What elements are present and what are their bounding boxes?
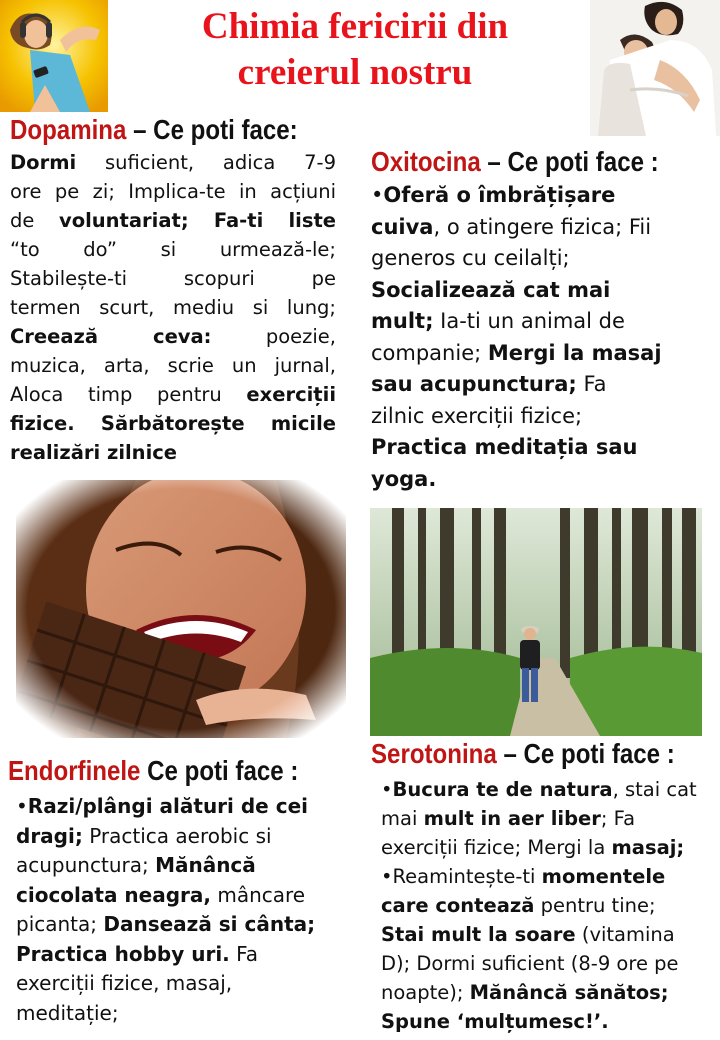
- text-run: Aloca timp pentru: [10, 383, 247, 406]
- text-run: voluntariat; Fa-ti liste: [59, 209, 336, 232]
- serotonina-name: Serotonina: [371, 738, 497, 769]
- text-run: , stai cat: [612, 778, 697, 801]
- text-run: suficient, adica 7-9: [76, 151, 336, 174]
- text-run: Fa: [229, 941, 259, 966]
- page-title: [170, 4, 540, 96]
- text-run: Socializează cat mai: [371, 277, 611, 302]
- dopamina-suffix: – Ce poti face:: [126, 114, 298, 145]
- text-run: zilnic exerciții fizice;: [371, 403, 583, 428]
- text-run: yoga.: [371, 466, 437, 491]
- oxitocina-text: [371, 180, 711, 495]
- text-run: Stabilește-ti scopuri pe: [10, 267, 336, 290]
- text-run: masaj;: [611, 836, 685, 859]
- oxitocina-name: Oxitocina: [371, 146, 481, 177]
- text-run: , o atingere fizica; Fii: [433, 214, 652, 239]
- text-run: exerciții fizice, masaj,: [16, 971, 233, 995]
- text-run: Razi/plângi alături de cei: [27, 794, 308, 818]
- text-run: mult in aer liber: [423, 807, 601, 830]
- text-run: Mănâncă sănătos;: [469, 981, 669, 1004]
- text-run: momentele: [541, 865, 666, 888]
- text-run: care contează: [381, 894, 535, 917]
- text-run: Oferă o îmbrățișare: [383, 183, 616, 207]
- text-run: Bucura te de natura: [392, 778, 613, 801]
- text-run: acupunctura;: [16, 853, 156, 877]
- text-run: Stai mult la soare: [381, 923, 576, 946]
- text-run: Creează ceva:: [10, 325, 212, 348]
- text-run: de: [10, 209, 59, 232]
- text-run: Practica aerobic si: [82, 823, 272, 848]
- person-walking-in-forest-photo: [370, 508, 702, 736]
- text-run: meditație;: [16, 1000, 119, 1025]
- text-run: dragi;: [16, 823, 83, 848]
- endorfinele-text: [16, 792, 346, 1028]
- text-run: D); Dormi suficient (8-9 ore pe: [381, 952, 679, 975]
- title-line-1: Chimia fericirii din: [201, 6, 509, 47]
- text-run: “to do” si urmează-le;: [10, 238, 336, 261]
- text-run: Fa: [576, 372, 607, 396]
- text-run: mâncare: [211, 882, 306, 907]
- text-run: mult;: [371, 309, 434, 333]
- text-run: Dormi: [10, 151, 77, 174]
- text-run: Practica meditația sau: [371, 435, 638, 459]
- text-run: Spune ‘mulțumesc!’.: [381, 1010, 609, 1033]
- text-run: Mergi la masaj: [487, 340, 662, 365]
- text-run: termen scurt, mediu si lung;: [10, 296, 336, 319]
- text-run: muzica, arta, scrie un jurnal,: [10, 354, 336, 377]
- serotonina-heading: [371, 737, 675, 771]
- text-run: generos cu ceilalți;: [371, 246, 570, 270]
- serotonina-suffix: – Ce poti face :: [496, 738, 675, 769]
- text-run: Dansează si cânta;: [103, 912, 316, 936]
- couple-hugging-photo: [590, 0, 720, 136]
- text-run: •: [381, 778, 393, 801]
- text-run: ; Fa: [600, 807, 636, 830]
- woman-eating-chocolate-photo: [16, 480, 346, 738]
- text-run: noapte);: [381, 981, 470, 1004]
- text-run: pentru tine;: [534, 894, 656, 917]
- text-run: realizări zilnice: [10, 441, 178, 464]
- text-run: ciocolata neagra,: [16, 882, 211, 907]
- dopamina-heading: [10, 113, 298, 147]
- text-run: •Reamintește-ti: [381, 865, 542, 888]
- endorfinele-name: Endorfinele: [8, 755, 141, 786]
- dopamina-text: [10, 148, 336, 467]
- serotonina-text: [381, 775, 717, 1036]
- dopamina-name: Dopamina: [10, 114, 127, 145]
- text-run: picanta;: [16, 912, 104, 936]
- text-run: (vitamina: [575, 923, 675, 946]
- woman-with-headphones-photo: [0, 0, 108, 112]
- oxitocina-heading: [371, 145, 659, 179]
- oxitocina-suffix: – Ce poti face :: [480, 146, 659, 177]
- text-run: companie;: [371, 340, 488, 365]
- text-run: poezie,: [211, 325, 336, 348]
- endorfinele-suffix: Ce poti face :: [140, 755, 299, 786]
- text-run: •: [16, 794, 28, 818]
- text-run: Mănâncă: [155, 853, 256, 877]
- text-run: exerciții fizice; Mergi la: [381, 836, 612, 859]
- text-run: sau acupunctura;: [371, 372, 577, 396]
- text-run: ore pe zi; Implica-te in acțiuni: [10, 180, 336, 203]
- text-run: cuiva: [371, 214, 434, 239]
- text-run: Practica hobby uri.: [16, 941, 230, 966]
- text-run: fizice. Sărbătorește micile: [10, 412, 336, 435]
- text-run: mai: [381, 807, 424, 830]
- text-run: •: [371, 183, 384, 207]
- endorfinele-heading: [8, 754, 298, 788]
- text-run: exerciții: [246, 383, 336, 406]
- text-run: Ia-ti un animal de: [433, 309, 625, 333]
- title-line-2: creierul nostru: [237, 52, 473, 93]
